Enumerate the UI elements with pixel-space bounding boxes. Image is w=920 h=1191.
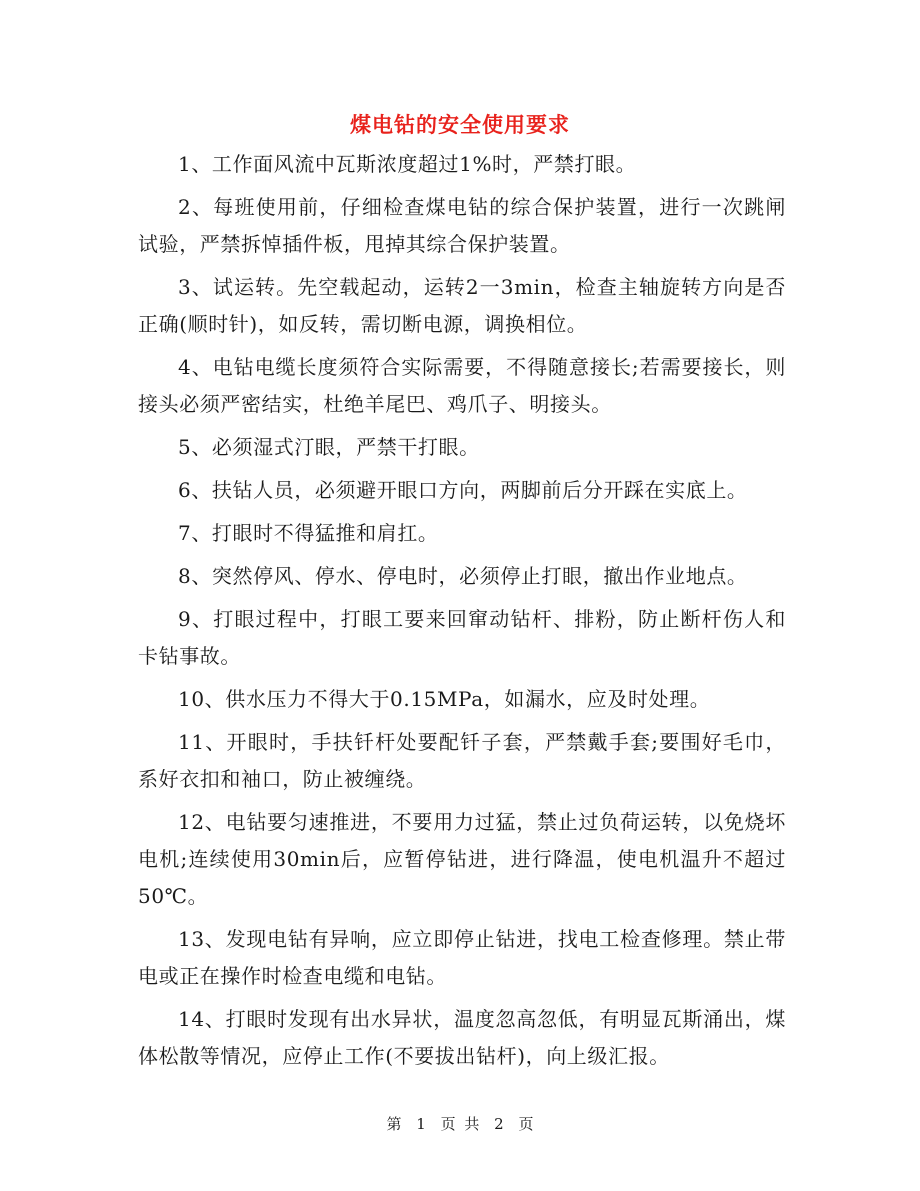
paragraph-7: 7、打眼时不得猛推和肩扛。: [178, 521, 439, 545]
paragraph-14: 14、打眼时发现有出水异状，温度忽高忽低，有明显瓦斯涌出，煤体松散等情况，应停止工作(不要拔出钻杆)，向上级汇报。: [138, 1007, 786, 1068]
document-body: [138, 146, 786, 1081]
paragraph-11: 11、开眼时，手扶钎杆处要配钎子套，严禁戴手套;要围好毛巾，系好衣扣和袖口，防止被缠绕。: [138, 730, 786, 791]
paragraph-8: 8、突然停风、停水、停电时，必须停止打眼，撤出作业地点。: [178, 564, 748, 588]
paragraph-9: 9、打眼过程中，打眼工要来回窜动钻杆、排粉，防止断杆伤人和卡钻事故。: [138, 607, 786, 668]
paragraph-6: 6、扶钻人员，必须避开眼口方向，两脚前后分开踩在实底上。: [178, 478, 748, 502]
document-title: 煤电钻的安全使用要求: [350, 112, 570, 137]
paragraph-10: 10、供水压力不得大于0.15MPa，如漏水，应及时处理。: [178, 687, 711, 711]
paragraph-13: 13、发现电钻有异响，应立即停止钻进，找电工检查修理。禁止带电或正在操作时检查电缆和电钻。: [138, 927, 786, 988]
paragraph-5: 5、必须湿式汀眼，严禁干打眼。: [178, 435, 480, 459]
page-number-total: 2: [494, 1115, 504, 1133]
paragraph-3: 3、试运转。先空载起动，运转2一3min，检查主轴旋转方向是否正确(顺时针)，如反转，需切断电源，调换相位。: [138, 275, 786, 336]
page-number-current: 1: [416, 1115, 426, 1133]
page-footer: [0, 1112, 920, 1136]
footer-suffix: 页: [518, 1115, 534, 1133]
paragraph-2: 2、每班使用前，仔细检查煤电钻的综合保护装置，进行一次跳闸试验，严禁拆悼插件板，甩掉其综合保护装置。: [138, 195, 786, 256]
paragraph-1: 1、工作面风流中瓦斯浓度超过1%时，严禁打眼。: [178, 152, 637, 176]
paragraph-12: 12、电钻要匀速推进，不要用力过猛，禁止过负荷运转，以免烧坏电机;连续使用30min后，应暂停钻进，进行降温，使电机温升不超过50℃。: [138, 810, 786, 908]
paragraph-4: 4、电钻电缆长度须符合实际需要，不得随意接长;若需要接长，则接头必须严密结实，杜绝羊尾巴、鸡爪子、明接头。: [138, 355, 786, 416]
footer-mid: 页 共: [440, 1115, 480, 1133]
footer-prefix: 第: [386, 1115, 402, 1133]
